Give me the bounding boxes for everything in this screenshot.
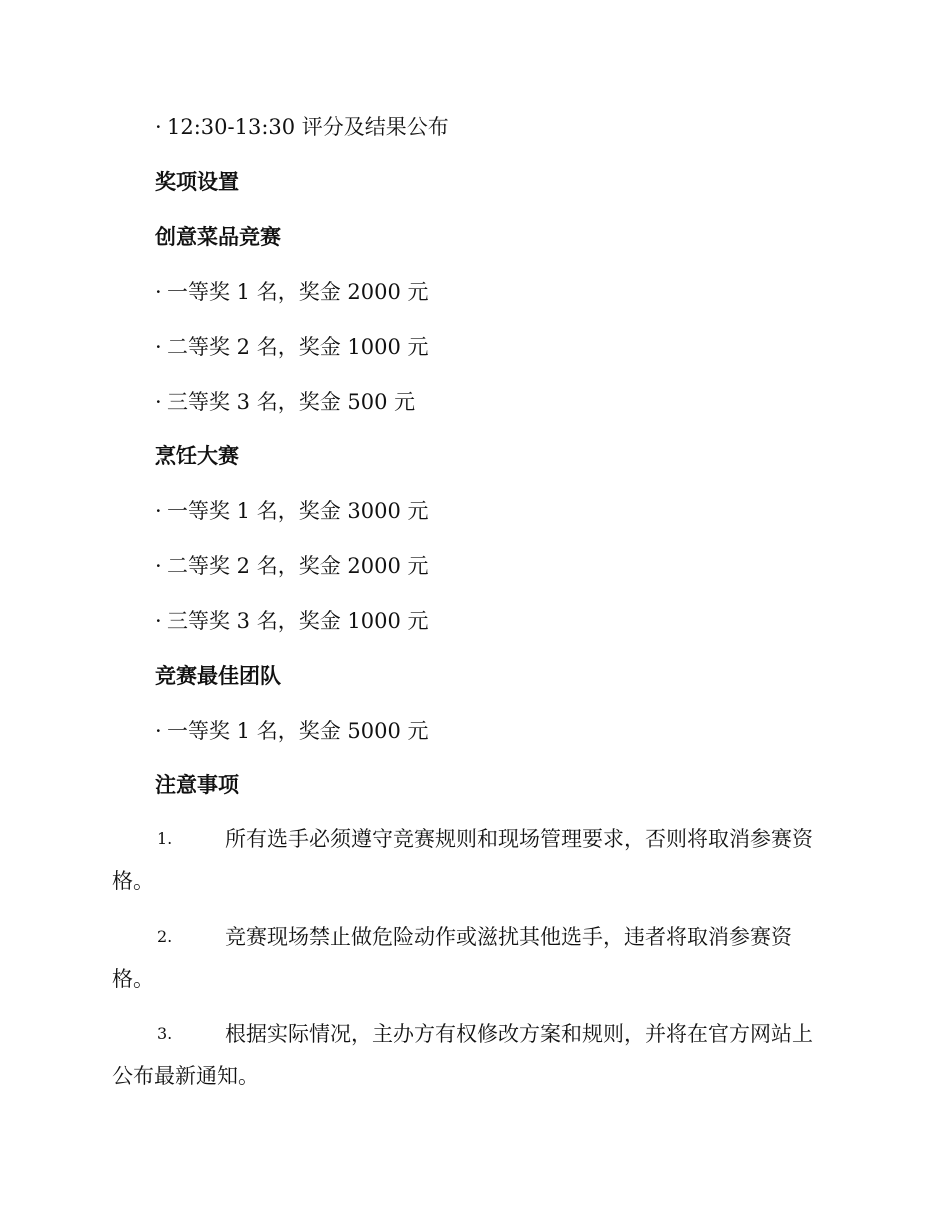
cooking-contest-title: 烹饪大赛: [155, 444, 239, 468]
list-item: · 一等奖 1 名，奖金 3000 元: [155, 496, 429, 526]
notes-heading: 注意事项: [155, 773, 239, 797]
creative-dish-title: 创意菜品竞赛: [155, 225, 281, 249]
bullet: ·: [155, 719, 162, 743]
list-item: · 一等奖 1 名，奖金 5000 元: [155, 716, 429, 746]
bullet: ·: [155, 554, 162, 578]
note-text-cont: 公布最新通知。: [112, 1064, 259, 1088]
note-number: 1.: [157, 829, 173, 848]
note-text: 所有选手必须遵守竞赛规则和现场管理要求，否则将取消参赛资: [225, 827, 813, 851]
bullet: ·: [155, 499, 162, 523]
awards-heading: 奖项设置: [155, 170, 239, 194]
note-text-cont: 格。: [112, 869, 154, 893]
list-item: · 三等奖 3 名，奖金 1000 元: [155, 606, 429, 636]
bullet: ·: [155, 609, 162, 633]
list-item: · 三等奖 3 名，奖金 500 元: [155, 387, 415, 417]
bullet: ·: [155, 390, 162, 414]
best-team-title: 竞赛最佳团队: [155, 664, 281, 688]
note-number: 3.: [157, 1024, 173, 1043]
note-text: 竞赛现场禁止做危险动作或滋扰其他选手，违者将取消参赛资: [225, 925, 792, 949]
note-item-3: [112, 1013, 837, 1097]
note-text-cont: 格。: [112, 967, 154, 991]
list-item: · 一等奖 1 名，奖金 2000 元: [155, 277, 429, 307]
bullet: ·: [155, 335, 162, 359]
note-text: 根据实际情况，主办方有权修改方案和规则，并将在官方网站上: [225, 1022, 813, 1046]
note-item-2: [112, 916, 837, 1000]
note-number: 2.: [157, 927, 173, 946]
note-item-1: [112, 818, 837, 902]
schedule-item: · 12:30-13:30 评分及结果公布: [155, 112, 449, 142]
list-item: · 二等奖 2 名，奖金 1000 元: [155, 332, 429, 362]
bullet: ·: [155, 280, 162, 304]
list-item: · 二等奖 2 名，奖金 2000 元: [155, 551, 429, 581]
bullet: ·: [155, 115, 162, 139]
